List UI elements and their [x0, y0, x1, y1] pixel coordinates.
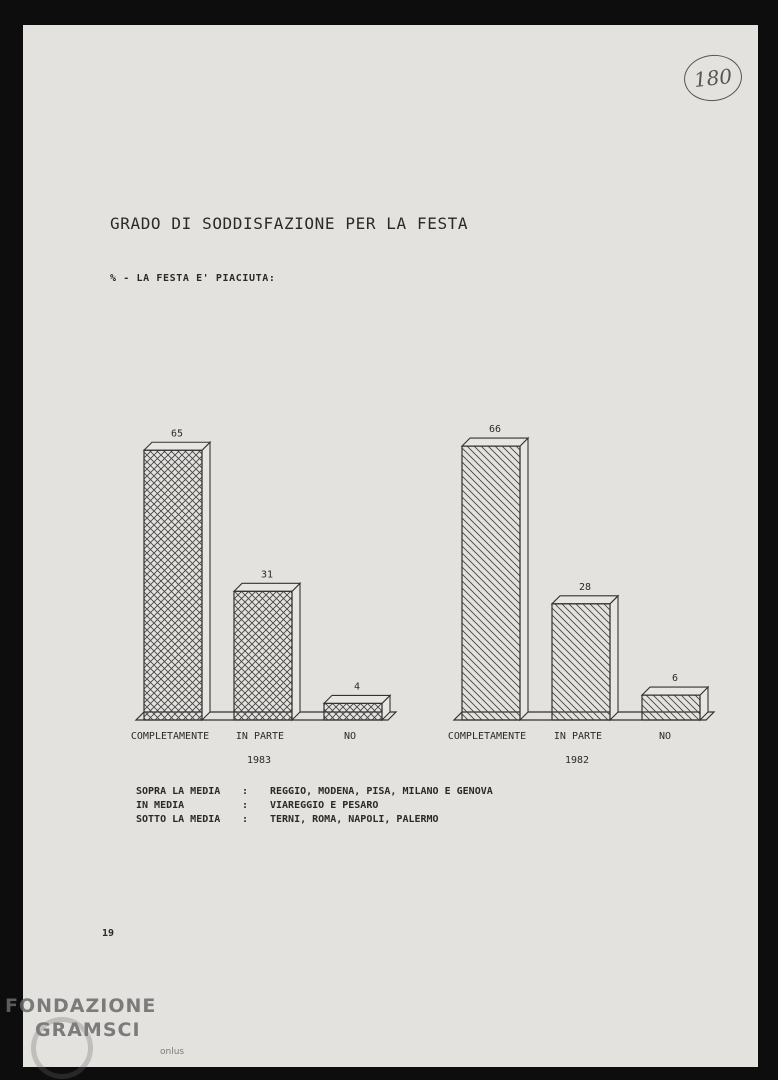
bar-side	[292, 583, 300, 720]
bar	[642, 695, 700, 720]
category-label: COMPLETAMENTE	[447, 731, 527, 742]
bar-side	[202, 442, 210, 720]
legend-sep: :	[242, 800, 249, 811]
category-label: NO	[343, 731, 357, 742]
bar	[144, 450, 202, 720]
page-subtitle: % - LA FESTA E' PIACIUTA:	[110, 273, 276, 284]
bar-top	[462, 438, 528, 446]
legend-row	[136, 786, 493, 800]
bar-value-label: 31	[260, 569, 274, 581]
legend-value: VIAREGGIO E PESARO	[270, 800, 379, 811]
bar-top	[234, 583, 300, 591]
bar-top	[324, 695, 390, 703]
legend	[136, 786, 493, 828]
legend-sep: :	[242, 814, 249, 825]
bar	[552, 604, 610, 720]
legend-key: SOPRA LA MEDIA	[136, 786, 221, 797]
watermark-logo	[5, 995, 185, 1057]
legend-row	[136, 814, 493, 828]
bar	[324, 703, 382, 720]
bar-top	[552, 596, 618, 604]
bar-value-label: 66	[488, 424, 502, 436]
year-label: 1982	[564, 755, 590, 766]
bar-value-label: 28	[578, 581, 592, 593]
legend-sep: :	[242, 786, 249, 797]
stamp-number: 180	[692, 64, 734, 92]
legend-value: REGGIO, MODENA, PISA, MILANO E GENOVA	[270, 786, 493, 797]
legend-value: TERNI, ROMA, NAPOLI, PALERMO	[270, 814, 439, 825]
year-label: 1983	[246, 755, 272, 766]
category-label: IN PARTE	[553, 731, 603, 742]
bar-side	[520, 438, 528, 720]
bar-top	[642, 687, 708, 695]
bar-top	[144, 442, 210, 450]
watermark-line3: onlus	[160, 1047, 185, 1057]
bar-value-label: 65	[170, 428, 184, 440]
bar	[234, 591, 292, 720]
bar-value-label: 6	[671, 673, 679, 685]
legend-key: SOTTO LA MEDIA	[136, 814, 221, 825]
category-label: IN PARTE	[235, 731, 285, 742]
bar-value-label: 4	[353, 681, 361, 693]
page-number: 19	[102, 928, 115, 939]
legend-row	[136, 800, 493, 814]
category-label: COMPLETAMENTE	[130, 731, 210, 742]
bar	[462, 446, 520, 720]
page-title: GRADO DI SODDISFAZIONE PER LA FESTA	[110, 214, 469, 233]
category-label: NO	[658, 731, 672, 742]
bar-side	[610, 596, 618, 720]
legend-key: IN MEDIA	[136, 800, 185, 811]
watermark-line2: GRAMSCI	[35, 1019, 141, 1041]
watermark-line1: FONDAZIONE	[5, 995, 157, 1017]
